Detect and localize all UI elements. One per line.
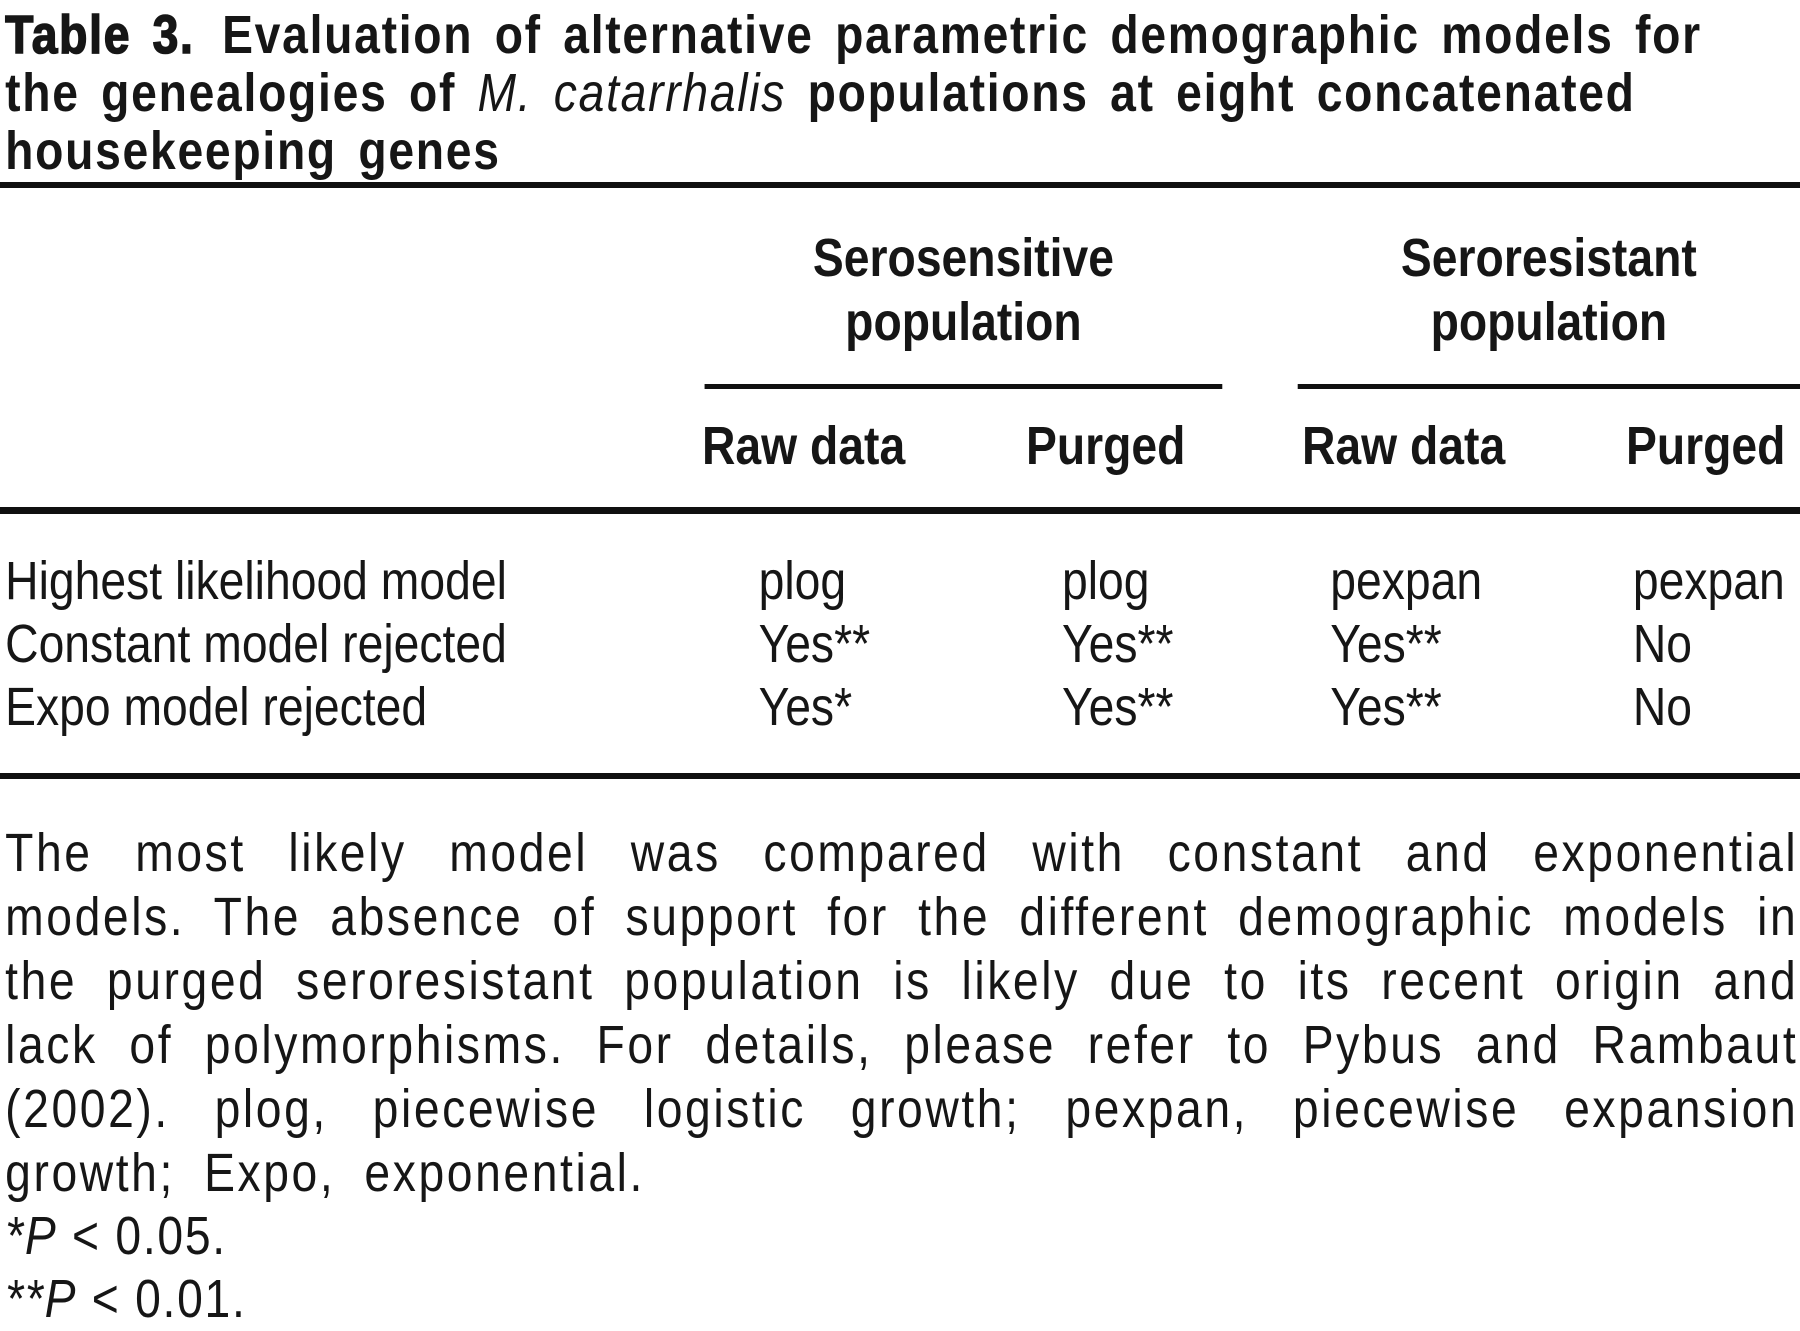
row-label: Constant model rejected [5,614,507,674]
cell-value: Yes* [758,677,853,737]
cell-value: Yes** [1062,677,1174,737]
footnote-marker: *P [5,1206,58,1266]
cell-value: Yes** [1062,614,1174,674]
caption-text-before-species: Evaluation of alternative parametric demographic models for the genealogies of [5,5,1702,123]
table-number: Table 3. [5,5,195,65]
row-label: Highest likelihood model [5,551,507,611]
cell-value: pexpan [1330,551,1483,611]
cell-value: plog [758,551,847,611]
column-header-purged-seroresistant: Purged [1626,416,1786,476]
row-label: Expo model rejected [5,677,428,737]
cell-value: plog [1062,551,1150,611]
column-header-raw-data-serosensitive: Raw data [702,416,906,476]
footnote-p-001 [5,1268,1800,1331]
cell-value: Yes** [1330,677,1442,737]
cell-value: No [1632,614,1693,674]
spanner-rule-seroresistant [1298,384,1800,389]
table-row [0,550,1800,613]
cell-value: Yes** [1330,614,1442,674]
cell-value: pexpan [1632,551,1785,611]
table-row [0,676,1800,739]
column-header-raw-data-seroresistant: Raw data [1302,416,1506,476]
column-header-purged-serosensitive: Purged [1026,416,1186,476]
cell-value: Yes** [758,614,871,674]
table-caption [0,6,1800,180]
table-row [0,613,1800,676]
footnote-p-005 [5,1205,1800,1268]
table-notes [0,821,1800,1331]
footnote-text: < 0.01. [77,1269,247,1329]
species-name-italic: M. catarrhalis [477,63,787,123]
caption-text-after-species: populations at eight concatenated housekeeping genes [5,63,1636,181]
bottom-rule [0,773,1800,779]
header-body-rule [0,507,1800,514]
spanner-rule-serosensitive [705,384,1223,389]
table-header [0,188,1800,507]
cell-value: No [1632,677,1693,737]
table-body [0,514,1800,773]
column-group-seroresistant: Seroresistant population [1400,228,1697,352]
footnote-marker: **P [5,1269,78,1329]
column-group-serosensitive: Serosensitive population [812,228,1114,352]
footnote-text: < 0.05. [57,1206,227,1266]
notes-paragraph: The most likely model was compared with constant and exponential models. The absence of support for the different demographic models in the purged seroresistant population is likely due to its recent origin and lack of polymorphisms. For details, please refer to Pybus and Rambaut (2002). plog, piecewise logistic growth; pexpan, piecewise expansion growth; Expo, exponential. [5,823,1799,1203]
